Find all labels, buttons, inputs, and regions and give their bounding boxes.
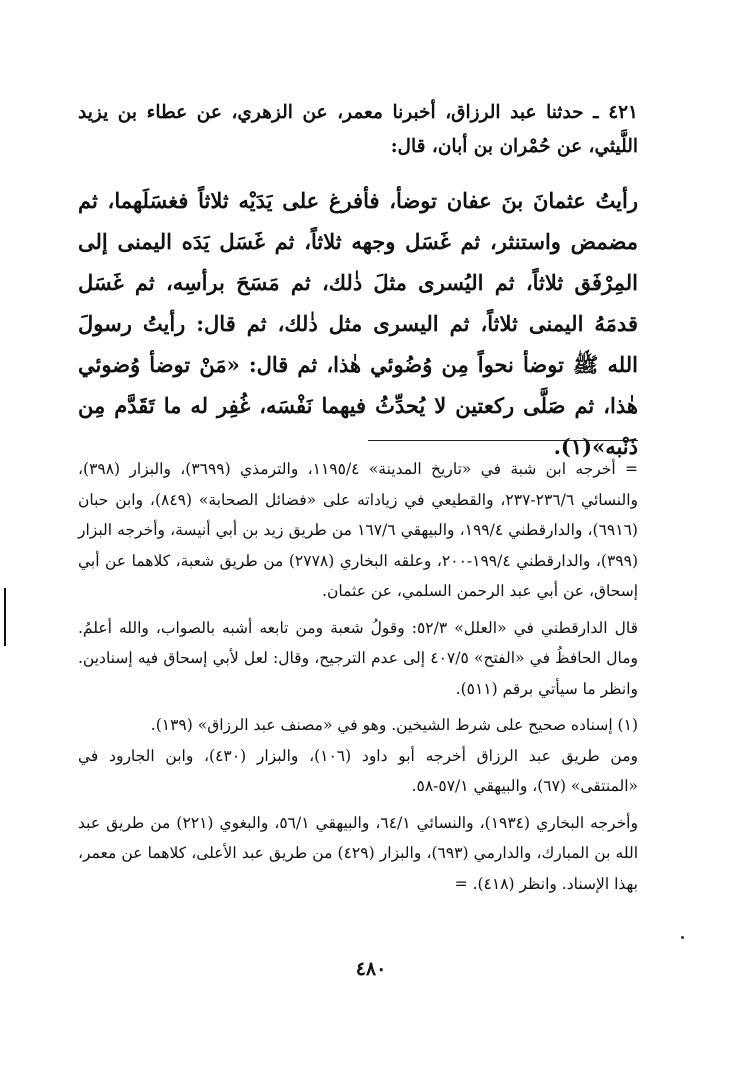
hadith-isnad: ٤٢١ ـ حدثنا عبد الرزاق، أخبرنا معمر، عن الزهري، عن عطاء بن يزيد اللَّيثي، عن حُمْران بن أبان، قال: (78, 102, 638, 157)
footnote-paragraph: وأخرجه البخاري (١٩٣٤)، والنسائي ٦٤/١، والبيهقي ٥٦/١، والبغوي (٢٢١) من طريق عبد الله بن المبارك، والدارمي (٦٩٣)، والبزار (٤٢٩) من طريق عبد الأعلى، كلاهما عن معمر، بهذا الإسناد. وانظر (٤١٨). = (78, 813, 639, 893)
footnote-divider (368, 440, 638, 441)
footnote-1: (١) إسناده صحيح على شرط الشيخين. وهو في «مصنف عبد الرزاق» (١٣٩). (150, 716, 638, 734)
footnote-paragraph: ومن طريق عبد الرزاق أخرجه أبو داود (١٠٦)، والبزار (٤٣٠)، وابن الجارود في «المنتقى» (٦٧)، والبيهقي ٥٧/١-٥٨. (78, 746, 638, 795)
footnote-paragraph: قال الدارقطني في «العلل» ٥٢/٣: وقولُ شعبة ومن تابعه أشبه بالصواب، والله أعلمُ. ومال الحافظُ في «الفتح» ٤٠٧/٥ إلى عدم الترجيح، وقال: لعل لأبي إسحاق فيه إسنادين. وانظر ما سيأتي برقم (٥١١). (78, 618, 638, 698)
page-number: ٤٨٠ (355, 958, 387, 980)
hadith-matn: رأيتُ عثمانَ بنَ عفان توضأ، فأفرغ على يَدَيْه ثلاثاً فغسَلَهما، ثم مضمض واستنثر، ثم غَسَل وجهه ثلاثاً، ثم غَسَل يَدَه اليمنى إلى المِرْفَق ثلاثاً، ثم اليُسرى مثلَ ذٰلك، ثم مَسَحَ برأسِه، ثم غَسَل قدمَهُ اليمنى ثلاثاً، ثم اليسرى مثل ذٰلك، ثم قال: رأيتُ رسولَ الله ﷺ توضأ نحواً مِن وُضُوئي هٰذا، ثم قال: «مَنْ توضأ وُضوئي هٰذا، ثم صَلَّى ركعتين لا يُحدِّثُ فيهما نَفْسَه، غُفِر له ما تَقَدَّم مِن ذَنْبه»(١). (78, 188, 638, 459)
scan-dot (681, 936, 684, 939)
footnote-continuation: = أخرجه ابن شبة في «تاريخ المدينة» ١١٩٥/٤، والترمذي (٣٦٩٩)، والبزار (٣٩٨)، والنسائي ٢٣٦/٦-٢٣٧، والقطيعي في زياداته على «فضائل الصحابة» (٨٤٩)، وابن حبان (٦٩١٦)، والدارقطني ١٩٩/٤، والبيهقي ١٦٧/٦ من طريق زيد بن أبي أنيسة، وأخرجه البزار (٣٩٩)، والدارقطني ١٩٩/٤-٢٠٠، وعلقه البخاري (٢٧٧٨) من طريق شعبة، كلاهما عن أبي إسحاق، عن أبي عبد الرحمن السلمي، عن عثمان. (78, 460, 638, 600)
scan-edge-mark (4, 588, 6, 646)
footnotes-section (78, 454, 638, 899)
